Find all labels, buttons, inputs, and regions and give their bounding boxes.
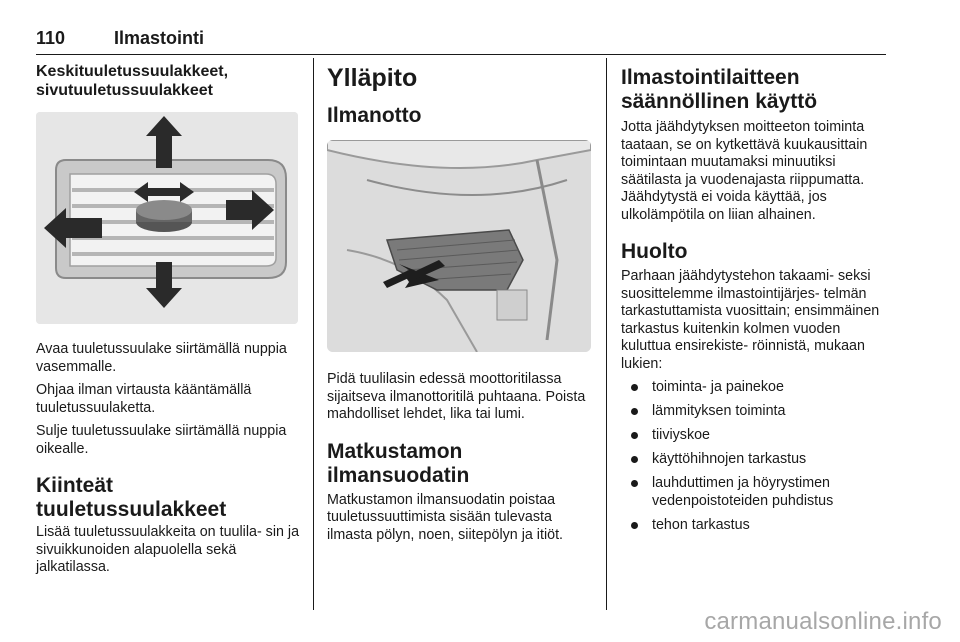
column-1 [36, 62, 302, 577]
heading-fixed-vents: Kiinteät tuuletussuulakkeet [36, 474, 227, 521]
heading-maintenance: Ylläpito [327, 64, 418, 92]
list-item: lämmityksen toiminta [621, 403, 889, 421]
bullet-icon [631, 522, 638, 529]
para-cabin-filter: Matkustamon ilmansuodatin poistaa tuuletussuuttimista sisään tulevasta ilmasta pölyn, noen, siitepölyn ja itiöt. [327, 491, 564, 543]
heading-cabin-filter: Matkustamon ilmansuodatin [327, 439, 470, 487]
column-2 [327, 62, 595, 544]
para-close-vent: Sulje tuuletussuulake siirtämällä nuppia oikealle. [36, 423, 287, 457]
para-fixed-vents: Lisää tuuletussuulakkeita on tuulila- sin ja sivuikkunoiden alapuolella sekä jalkatilassa. [36, 524, 300, 575]
list-item: lauhduttimen ja höyrystimen vedenpoistoteiden puhdistus [621, 475, 889, 510]
column-divider-1 [313, 58, 314, 610]
chapter-title: Ilmastointi [114, 28, 205, 48]
subheading-vents: Keskituuletussuulakkeet, sivutuuletussuulakkeet [36, 63, 229, 99]
page-header [36, 26, 886, 55]
watermark: carmanualsonline.info [704, 608, 942, 635]
column-divider-2 [606, 58, 607, 610]
bullet-icon [631, 408, 638, 415]
column-3 [621, 62, 889, 541]
air-intake-photo [327, 140, 591, 352]
para-air-intake: Pidä tuulilasin edessä moottoritilassa sijaitseva ilmanottoritilä puhtaana. Poista mahdolliset lehdet, lika tai lumi. [327, 371, 586, 422]
bullet-icon [631, 384, 638, 391]
para-regular-use: Jotta jäähdytyksen moitteeton toiminta taataan, se on kytkettävä kuukausittain toimintaan muutamaksi minuutiksi säätilasta ja vuodenajasta riippumatta. Jäähdytystä ei voida käyttää, jos ulkolämpötila on liian alhainen. [621, 119, 868, 223]
page-number: 110 [36, 28, 66, 48]
para-direct-air: Ohjaa ilman virtausta kääntämällä tuuletussuulaketta. [36, 382, 252, 416]
bullet-icon [631, 456, 638, 463]
list-item: toiminta- ja painekoe [621, 379, 889, 397]
air-vent-illustration [36, 112, 298, 324]
subheading-air-intake: Ilmanotto [327, 104, 422, 127]
para-service: Parhaan jäähdytystehon takaami- seksi suosittelemme ilmastointijärjes- telmän tarkastuttamista vuosittain; ensimmäinen tarkastus kuitenkin kolmen vuoden kuluttua ensirekiste- röinnistä, mukaan lukien: [621, 268, 880, 372]
bullet-icon [631, 480, 638, 487]
heading-regular-use: Ilmastointilaitteen säännöllinen käyttö [621, 66, 818, 113]
list-item: tiiviyskoe [621, 427, 889, 445]
list-item: tehon tarkastus [621, 517, 889, 535]
service-checklist [621, 379, 889, 534]
para-open-vent: Avaa tuuletussuulake siirtämällä nuppia vasemmalle. [36, 341, 287, 375]
bullet-icon [631, 432, 638, 439]
list-item: käyttöhihnojen tarkastus [621, 451, 889, 469]
heading-service: Huolto [621, 240, 688, 263]
